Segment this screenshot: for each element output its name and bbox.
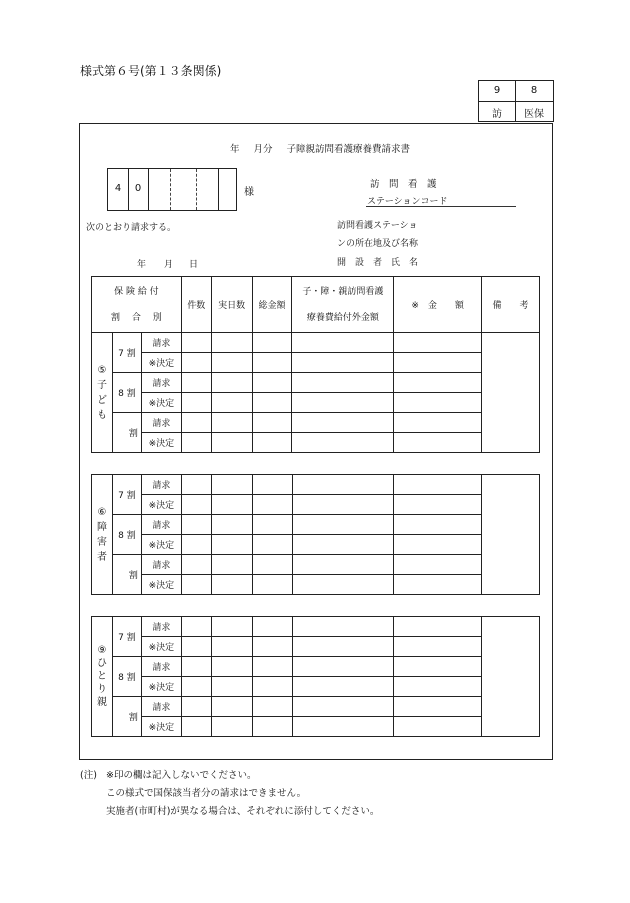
header-count: 件数: [181, 277, 211, 333]
row-decision: ※決定: [141, 393, 181, 413]
row-decision: ※決定: [141, 433, 181, 453]
table-row: [92, 617, 540, 637]
ratio-7: 7 割: [112, 617, 141, 657]
office-code-digit-1: 4: [114, 183, 122, 194]
row-decision: ※決定: [141, 495, 181, 515]
ratio-8: 8 割: [112, 515, 141, 555]
title-month: 月分: [253, 144, 273, 155]
table-row: [92, 717, 540, 737]
station-heading: 訪 問 看 護: [370, 179, 437, 190]
header-remarks: 備 考: [482, 277, 540, 333]
group-label-single-parent: ⑨ ひ と り 親: [92, 617, 113, 737]
table-row: [92, 535, 540, 555]
sama-label: 様: [244, 187, 254, 198]
code-bottom-right: 医保: [524, 109, 544, 120]
row-claim: 請求: [141, 617, 181, 637]
table-row: [92, 433, 540, 453]
ratio-8: 8 割: [112, 373, 141, 413]
form-title: [230, 141, 424, 155]
table-row: [92, 637, 540, 657]
table-row: [92, 575, 540, 595]
header-other-2: 療養費給付外金額: [306, 312, 379, 323]
header-amount: ※ 金 額: [394, 277, 482, 333]
row-decision: ※決定: [141, 717, 181, 737]
billing-table-children: [91, 276, 540, 453]
table-row: [92, 697, 540, 717]
header-ratio-2: 割 合 別: [111, 312, 162, 323]
row-claim: 請求: [141, 333, 181, 353]
station-address-label-1: 訪問看護ステーショ: [337, 221, 418, 231]
code-top-left: 9: [493, 85, 501, 96]
date-month: 月: [164, 260, 174, 270]
table-row: [92, 393, 540, 413]
group-label-children: ⑤ 子 ど も: [92, 333, 113, 453]
table-row: [92, 555, 540, 575]
table-row: [92, 353, 540, 373]
form-number: 様式第６号(第１３条関係): [80, 64, 222, 78]
station-code-label: ステーションコード: [367, 197, 448, 207]
row-decision: ※決定: [141, 637, 181, 657]
header-ratio-1: 保 険 給 付: [114, 286, 159, 297]
row-decision: ※決定: [141, 677, 181, 697]
table-row: [92, 333, 540, 353]
code-box: [478, 80, 554, 122]
notes-line-2: この様式で国保該当者分の請求はできません。: [106, 788, 307, 799]
row-claim: 請求: [141, 373, 181, 393]
row-decision: ※決定: [141, 575, 181, 595]
row-decision: ※決定: [141, 535, 181, 555]
row-claim: 請求: [141, 657, 181, 677]
table-row: [92, 475, 540, 495]
billing-table-disabled: [91, 474, 540, 595]
table-row: [92, 373, 540, 393]
office-code-digit-2: 0: [134, 183, 142, 194]
ratio-7: 7 割: [112, 333, 141, 373]
request-text: 次のとおり請求する。: [86, 223, 177, 233]
remarks-cell[interactable]: [482, 333, 540, 453]
table-row: [92, 413, 540, 433]
row-claim: 請求: [141, 413, 181, 433]
title-year: 年: [230, 144, 240, 155]
group-label-disabled: ⑥ 障 害 者: [92, 475, 113, 595]
station-address-label-2: ンの所在地及び名称: [337, 239, 419, 249]
row-claim: 請求: [141, 555, 181, 575]
billing-table-single-parent: [91, 616, 540, 737]
header-days: 実日数: [211, 277, 252, 333]
table-row: [92, 495, 540, 515]
row-claim: 請求: [141, 475, 181, 495]
row-claim: 請求: [141, 515, 181, 535]
remarks-cell[interactable]: [482, 617, 540, 737]
notes-line-3: 実施者(市町村)が異なる場合は、それぞれに添付してください。: [106, 806, 380, 817]
table-row: [92, 677, 540, 697]
code-bottom-left: 訪: [492, 109, 502, 120]
ratio-blank: 割: [112, 555, 141, 595]
ratio-blank: 割: [112, 413, 141, 453]
row-decision: ※決定: [141, 353, 181, 373]
table-row: [92, 657, 540, 677]
ratio-7: 7 割: [112, 475, 141, 515]
code-top-right: 8: [530, 85, 538, 96]
founder-label: 開 設 者 氏 名: [337, 258, 419, 268]
ratio-8: 8 割: [112, 657, 141, 697]
office-code-box[interactable]: [107, 168, 237, 211]
remarks-cell[interactable]: [482, 475, 540, 595]
header-other-1: 子・障・親訪問看護: [302, 286, 384, 297]
date-day: 日: [189, 260, 199, 270]
table-header-row: [92, 277, 540, 333]
notes-prefix: (注): [80, 770, 97, 781]
ratio-blank: 割: [112, 697, 141, 737]
table-row: [92, 515, 540, 535]
title-name: 子障親訪問看護療養費請求書: [286, 144, 411, 155]
notes-line-1: ※印の欄は記入しないでください。: [106, 770, 257, 781]
header-total: 総金額: [252, 277, 292, 333]
station-code-underline: [366, 206, 516, 207]
row-claim: 請求: [141, 697, 181, 717]
date-year: 年: [137, 260, 147, 270]
